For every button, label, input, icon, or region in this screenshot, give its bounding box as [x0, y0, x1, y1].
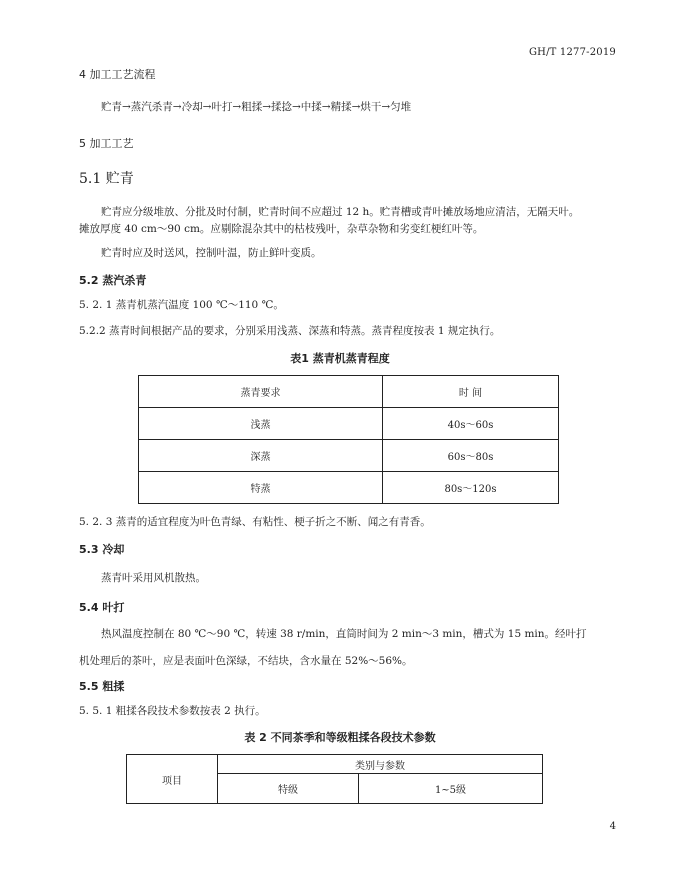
- table-row: [139, 440, 559, 472]
- clause-5-5-1: 5. 5. 1 粗揉各段技术参数按表 2 执行。: [79, 705, 266, 717]
- paragraph-5-1-line-2: 摊放厚度 40 cm～90 cm。应剔除混杂其中的枯枝残叶，杂草杂物和劣变红梗红叶等。: [79, 223, 484, 235]
- page-number: 4: [609, 821, 616, 832]
- table-1: [138, 375, 559, 504]
- section-5-5-heading: 5.5 粗揉: [79, 680, 125, 693]
- table-row: [139, 408, 559, 440]
- table-2-subheader-cell: 1~5级: [359, 774, 543, 804]
- section-4-heading: 4 加工工艺流程: [79, 68, 156, 81]
- table-1-caption: 表1 蒸青机蒸青程度: [290, 352, 390, 365]
- section-5-1-heading: 5.1 贮青: [79, 171, 134, 187]
- section-5-4-heading: 5.4 叶打: [79, 601, 125, 614]
- section-5-3-heading: 5.3 冷却: [79, 543, 125, 556]
- table-1-cell: 40s～60s: [383, 408, 559, 440]
- clause-5-2-3: 5. 2. 3 蒸青的适宜程度为叶色青绿、有粘性、梗子折之不断、闻之有青香。: [79, 516, 431, 528]
- section-5-heading: 5 加工工艺: [79, 137, 134, 150]
- document-code: GH/T 1277-2019: [528, 47, 616, 58]
- table-2-subheader-cell: 特级: [218, 774, 359, 804]
- table-1-cell: 60s～80s: [383, 440, 559, 472]
- table-2-header-row: [127, 755, 543, 774]
- table-1-cell: 深蒸: [139, 440, 383, 472]
- table-1-header-cell: 蒸青要求: [139, 376, 383, 408]
- table-1-cell: 特蒸: [139, 472, 383, 504]
- paragraph-5-4-line-2: 机处理后的茶叶，应是表面叶色深绿，不结块，含水量在 52%～56%。: [79, 655, 413, 667]
- clause-5-2-2: 5.2.2 蒸青时间根据产品的要求，分别采用浅蒸、深蒸和特蒸。蒸青程度按表 1 规定执行。: [79, 325, 501, 337]
- process-flow: 贮青→蒸汽杀青→冷却→叶打→粗揉→揉捻→中揉→精揉→烘干→匀堆: [101, 101, 412, 113]
- table-1-cell: 80s～120s: [383, 472, 559, 504]
- paragraph-5-1-line-1: 贮青应分级堆放、分批及时付制，贮青时间不应超过 12 h。贮青槽或青叶摊放场地应清洁，无隔天叶。: [101, 206, 580, 218]
- clause-5-2-1: 5. 2. 1 蒸青机蒸汽温度 100 ℃～110 ℃。: [79, 299, 284, 311]
- paragraph-5-3: 蒸青叶采用风机散热。: [101, 572, 206, 584]
- table-2-group-header: 类别与参数: [218, 755, 543, 774]
- paragraph-5-1-second: 贮青时应及时送风，控制叶温，防止鲜叶变质。: [101, 247, 322, 259]
- table-2-caption: 表 2 不同茶季和等级粗揉各段技术参数: [244, 731, 436, 744]
- table-row: [139, 472, 559, 504]
- paragraph-5-4-line-1: 热风温度控制在 80 ℃～90 ℃，转速 38 r/min，直筒时间为 2 min～3 min，槽式为 15 min。经叶打: [101, 628, 587, 640]
- table-1-header-row: [139, 376, 559, 408]
- table-1-cell: 浅蒸: [139, 408, 383, 440]
- table-1-header-cell: 时 间: [383, 376, 559, 408]
- section-5-2-heading: 5.2 蒸汽杀青: [79, 274, 147, 287]
- table-2-item-header: 项目: [127, 755, 218, 804]
- table-2: [126, 754, 543, 804]
